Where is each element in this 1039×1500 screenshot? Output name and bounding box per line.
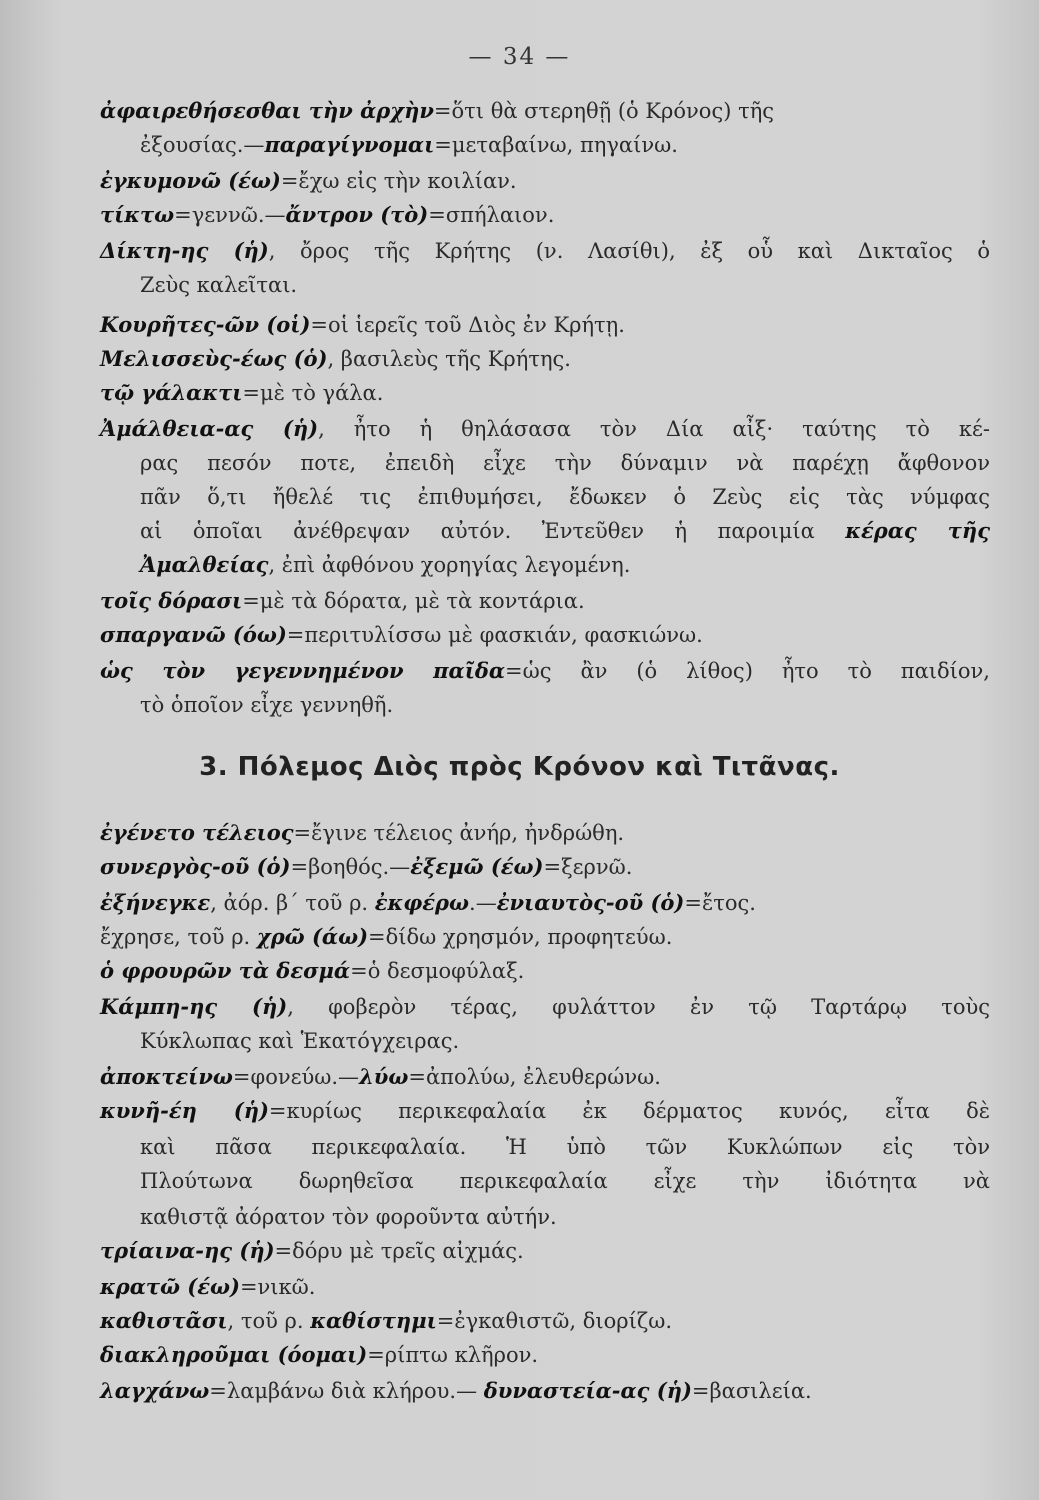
- glossary-line: τῷ γάλακτι=μὲ τὸ γάλα.: [100, 380, 384, 405]
- glossary-line: Ἀμαλθείας, ἐπὶ ἀφθόνου χορηγίας λεγομένη.: [140, 552, 631, 577]
- glossary-line: Ζεὺς καλεῖται.: [140, 273, 298, 297]
- glossary-line: Μελισσεὺς-έως (ὁ), βασιλεὺς τῆς Κρήτης.: [100, 346, 571, 371]
- glossary-line: Δίκτη-ης (ἡ), ὄρος τῆς Κρήτης (ν. Λασίθι), ἐξ οὗ καὶ Δικταῖος ὁ: [100, 238, 990, 263]
- glossary-line: ἀποκτείνω=φονεύω.—λύω=ἀπολύω, ἐλευθερώνω.: [100, 1064, 661, 1089]
- glossary-line: Πλούτωνα δωρηθεῖσα περικεφαλαία εἶχε τὴν ἰδιότητα νὰ: [140, 1169, 990, 1193]
- glossary-line: λαγχάνω=λαμβάνω διὰ κλήρου.— δυναστεία-ας (ἡ)=βασιλεία.: [100, 1378, 812, 1403]
- glossary-line: τοῖς δόρασι=μὲ τὰ δόρατα, μὲ τὰ κοντάρια.: [100, 588, 585, 613]
- glossary-line: τὸ ὁποῖον εἶχε γεννηθῆ.: [140, 693, 394, 717]
- glossary-line: ρας πεσόν ποτε, ἐπειδὴ εἶχε τὴν δύναμιν νὰ παρέχῃ ἄφθονον: [140, 451, 990, 475]
- glossary-line: ἐγκυμονῶ (έω)=ἔχω εἰς τὴν κοιλίαν.: [100, 168, 517, 193]
- glossary-line: Κάμπη-ης (ἡ), φοβερὸν τέρας, φυλάττον ἐν τῷ Ταρτάρῳ τοὺς: [100, 994, 990, 1019]
- glossary-line: καὶ πᾶσα περικεφαλαία. Ἡ ὑπὸ τῶν Κυκλώπων εἰς τὸν: [140, 1135, 990, 1159]
- glossary-line: τίκτω=γεννῶ.—ἄντρον (τὸ)=σπήλαιον.: [100, 202, 555, 227]
- glossary-line: καθιστᾷ ἀόρατον τὸν φοροῦντα αὐτήν.: [140, 1205, 557, 1229]
- page-number: — 34 —: [468, 44, 571, 70]
- section-heading: 3. Πόλεμος Διὸς πρὸς Κρόνον καὶ Τιτᾶνας.: [199, 752, 840, 782]
- glossary-line: ἐξήνεγκε, ἀόρ. β΄ τοῦ ρ. ἐκφέρω.—ἐνιαυτὸς-οῦ (ὁ)=ἔτος.: [100, 890, 756, 915]
- glossary-line: σπαργανῶ (όω)=περιτυλίσσω μὲ φασκιάν, φασκιώνω.: [100, 622, 703, 647]
- glossary-line: ἐξουσίας.—παραγίγνομαι=μεταβαίνω, πηγαίνω.: [140, 132, 678, 157]
- glossary-line: ἐγένετο τέλειος=ἔγινε τέλειος ἀνήρ, ἠνδρώθη.: [100, 820, 625, 845]
- glossary-line: ὡς τὸν γεγεννημένον παῖδα=ὡς ἂν (ὁ λίθος) ἦτο τὸ παιδίον,: [100, 658, 990, 683]
- glossary-line: πᾶν ὅ,τι ἤθελέ τις ἐπιθυμήσει, ἔδωκεν ὁ Ζεὺς εἰς τὰς νύμφας: [140, 485, 990, 509]
- glossary-line: κρατῶ (έω)=νικῶ.: [100, 1274, 316, 1299]
- glossary-line: συνεργὸς-οῦ (ὁ)=βοηθός.—ἐξεμῶ (έω)=ξερνῶ.: [100, 854, 633, 879]
- glossary-line: τρίαινα-ης (ἡ)=δόρυ μὲ τρεῖς αἰχμάς.: [100, 1238, 524, 1263]
- glossary-line: Ἀμάλθεια-ας (ἡ), ἦτο ἡ θηλάσασα τὸν Δία αἶξ· ταύτης τὸ κέ-: [100, 416, 990, 441]
- glossary-line: ἀφαιρεθήσεσθαι τὴν ἀρχὴν=ὅτι θὰ στερηθῇ (ὁ Κρόνος) τῆς: [100, 98, 775, 123]
- glossary-line: διακληροῦμαι (όομαι)=ρίπτω κλῆρον.: [100, 1342, 539, 1367]
- glossary-line: καθιστᾶσι, τοῦ ρ. καθίστημι=ἐγκαθιστῶ, διορίζω.: [100, 1308, 673, 1333]
- glossary-line: ἔχρησε, τοῦ ρ. χρῶ (άω)=δίδω χρησμόν, προφητεύω.: [100, 924, 673, 949]
- glossary-line: αἱ ὁποῖαι ἀνέθρεψαν αὐτόν. Ἐντεῦθεν ἡ παροιμία κέρας τῆς: [140, 518, 990, 543]
- glossary-line: Κουρῆτες-ῶν (οἱ)=οἱ ἱερεῖς τοῦ Διὸς ἐν Κρήτῃ.: [100, 312, 625, 337]
- glossary-line: Κύκλωπας καὶ Ἑκατόγχειρας.: [140, 1029, 460, 1053]
- glossary-line: ὁ φρουρῶν τὰ δεσμά=ὁ δεσμοφύλαξ.: [100, 958, 525, 983]
- glossary-line: κυνῆ-έη (ἡ)=κυρίως περικεφαλαία ἐκ δέρματος κυνός, εἶτα δὲ: [100, 1098, 991, 1123]
